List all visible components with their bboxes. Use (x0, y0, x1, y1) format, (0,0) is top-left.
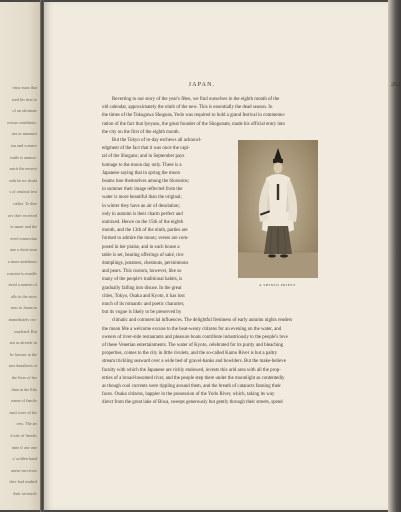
text-line: owners of river-side restaurants and pleasure boats contribute industriously to the people's love (102, 334, 288, 340)
left-page-text-fragment: a more ambitious (7, 260, 37, 263)
left-page-text-fragment: concept is equally (6, 271, 37, 275)
left-page-text-fragment: their seriously (13, 492, 37, 495)
text-line: the city on the first of the eighth month. (102, 129, 180, 135)
left-page-text-fragment: spirit the newest (9, 167, 37, 171)
text-line: But the Tokyo of to-day eschews all acknowl- (112, 138, 202, 143)
left-page-text-fragment: mite if any one (11, 445, 37, 449)
text-line: many of the people's traditional habits, is (102, 277, 183, 283)
left-page-text-fragment: rather. To dise (13, 202, 37, 205)
left-page-text-fragment: zard ways of the (9, 410, 37, 414)
text-line: posed in her praise, and in each house a (102, 244, 180, 250)
left-page-text-fragment: immediately rec- (8, 318, 37, 321)
text-line: faculty with which the Japanese are richly endowed, invests this arid area with all the prop- (102, 367, 281, 373)
text-line: much of its romantic and poetic character, (102, 302, 185, 307)
body-text (102, 96, 322, 408)
text-line: of these Venetian entertainments. The water of Kyoto, celebrated for its purity and bleaching (102, 343, 284, 348)
text-line: the moon fête a welcome excuse to the heat-weary citizens for an evening on the water, and (102, 326, 282, 332)
left-page-text-fragment: iered a pattern of (8, 283, 37, 287)
left-page-text-fragment: ally in the story (10, 294, 37, 298)
text-line: but its vogue is likely to be preserved by (102, 310, 182, 316)
text-line: homage to the moon day only. There is a (102, 162, 182, 168)
left-page-text-fragment: of an obstinate (12, 109, 37, 113)
left-page-text-fragment: the fives of her (11, 376, 37, 379)
left-page-text-fragment: rring must that (12, 86, 37, 89)
left-page-text-fragment: mer daughters of (8, 364, 37, 368)
text-line: Reverting to our story of the year's fêtes, we find ourselves in the eighth month of the (112, 97, 280, 102)
left-page-text-fragment: o' golden hand (12, 457, 37, 461)
text-line: edgment of the fact that it was once the capi- (102, 146, 190, 152)
text-line: table is set, bearing offerings of saké, rice (102, 252, 184, 258)
left-page-text-fragment: anese survivors (11, 468, 37, 472)
left-facing-page (0, 2, 40, 510)
text-line: climatic and commercial influences. The delightful freshness of early autumn nights renders (112, 318, 293, 324)
page-edge (388, 0, 401, 512)
text-line: ration of the fact that Iyeyasu, the great founder of the Shogunate, made his official entry into (102, 121, 285, 127)
text-line: in summer their image reflected from the (102, 187, 183, 193)
left-page-text-fragment: than in the Edo (11, 387, 37, 391)
text-line: beams lose themselves among the blossoms; (102, 179, 190, 184)
text-line: gradually falling into disuse. In the great (102, 285, 182, 291)
text-line: only in autumn is their charm perfect and (102, 211, 183, 217)
text-line: unmixed. Hence on the 15th of the eighth (102, 220, 184, 225)
left-page-text-fragment: ness to Japan in (10, 306, 37, 310)
text-line: properties, comes to the city in little rivulets, and the so-called Kamo River is but a paltry (102, 351, 278, 357)
left-page-text-fragment: nes or amongst (11, 132, 37, 136)
running-head-title: JAPAN. (188, 82, 216, 88)
left-page-text-fragment: name of family (11, 399, 37, 403)
left-page-text-fragment: ress. The art (16, 422, 37, 426)
left-page-text-fragment: age a short term (10, 248, 37, 252)
left-page-text-fragment: ungleted. But (14, 329, 37, 333)
text-line: in winter they have an air of desolation; (102, 203, 180, 209)
left-page-text-fragment: eath he no doubt (9, 178, 37, 182)
left-page-text-fragment: ant as already in (9, 341, 37, 345)
text-line: dumplings, potatoes, chestnuts, persimmons (102, 261, 189, 266)
left-page-text-fragment: by known in the (9, 352, 37, 356)
text-line: old calendar, approximately the ninth of the new. This is essentially the dead season. In (102, 105, 273, 111)
left-page-text-fragment: s of original text (9, 190, 37, 194)
text-line: water is more beautiful than the original; (102, 195, 182, 201)
left-page-text-fragment: ssed his best to (11, 97, 37, 101)
text-line: faces. Osaka citizens, happier in the possession of the Yodo River, which, taking its way (102, 392, 275, 398)
text-line: stream trickling seaward over a wide bed of gravel-banks and bowlders. But the make-believe (102, 359, 286, 365)
left-page-text-fragment: ered connecting (10, 236, 37, 240)
text-line: Japanese saying that in spring the moon (102, 170, 180, 176)
text-line: month, and the 13th of the ninth, parties are (102, 228, 188, 234)
text-line: erties of a broad-bosomed river, and the people step there under the moonlight as contentedly (102, 375, 285, 381)
text-line: formed to admire the moon; verses are com- (102, 236, 189, 242)
text-line: and pears. This custom, however, like so (102, 269, 182, 275)
text-line: the times of the Tokugawa Shoguns, Yedo was required to hold a grand festival in commemo- (102, 113, 286, 119)
left-page-text-fragment: ie paper and the (10, 225, 37, 229)
figure-caption: A SHINTO PRIEST. (259, 283, 297, 287)
running-head (82, 82, 400, 90)
left-page-text-fragment: ory they received (7, 213, 37, 217)
left-page-text-fragment: d pity of literals (10, 434, 37, 437)
page-number: 263 (391, 82, 400, 88)
text-line: direct from the great lake of Biwa, sweeps generously but gently through their streets, spend (102, 400, 283, 406)
text-line: as though cool currents were rippling around them, and the breath of cataracts fanning their (102, 384, 281, 389)
left-page-text-fragment: erious conditions, (7, 120, 37, 124)
text-line: tal of the Shoguns; and in September pays (102, 154, 185, 160)
text-line: cities, Tokyo, Osaka and Kyoto, it has lost (102, 293, 185, 299)
left-page-text-fragment: they had studied (9, 480, 37, 484)
left-page-text-fragment: ion and scenery (10, 144, 37, 147)
left-page-text-fragment: eattle is approx- (10, 155, 37, 159)
